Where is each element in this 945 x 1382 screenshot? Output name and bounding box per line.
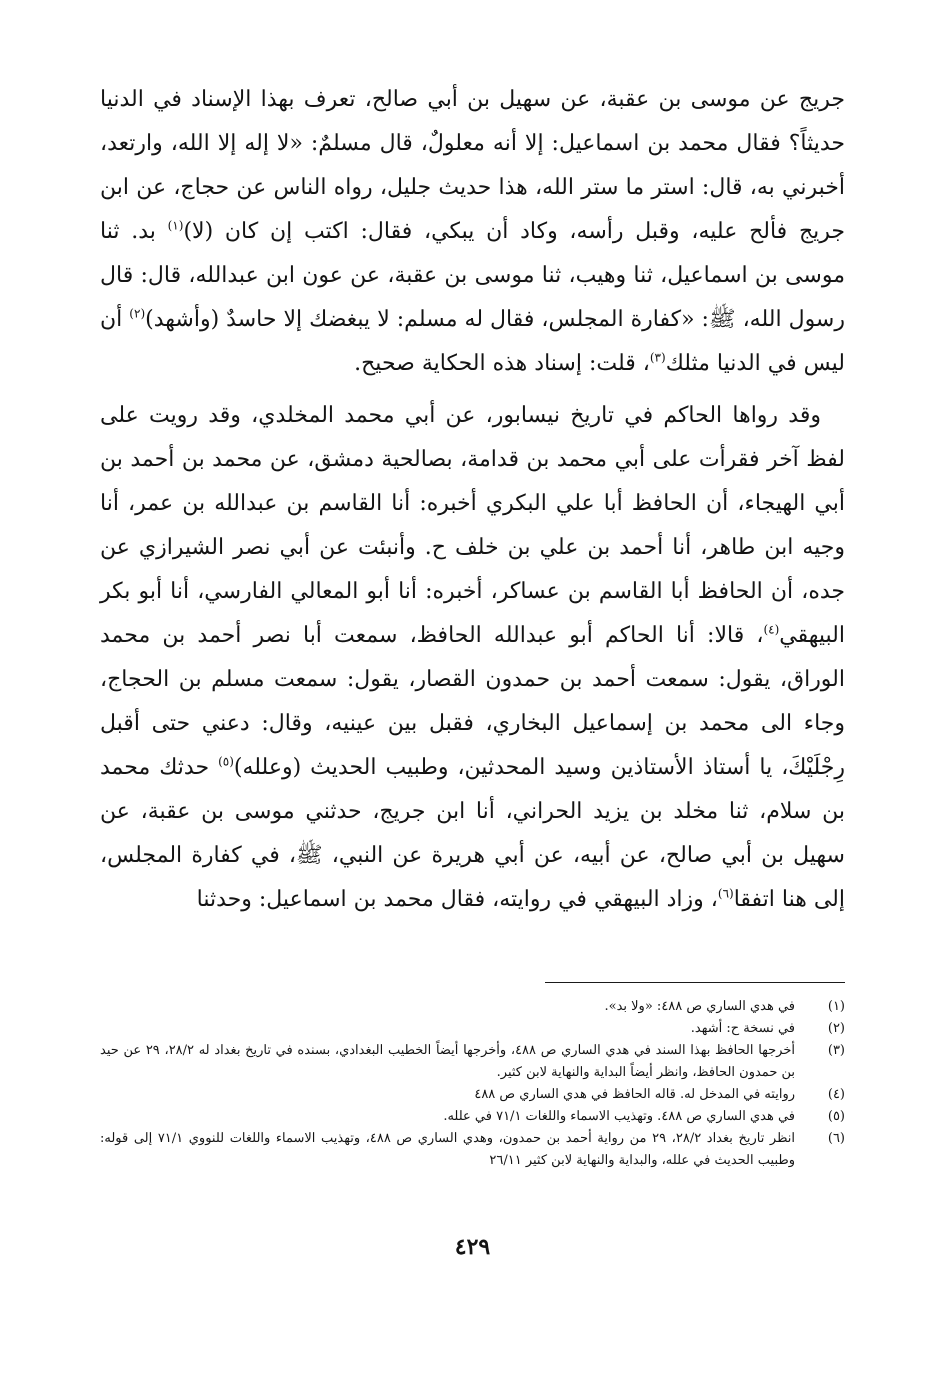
footnote-text: في نسخة ح: أشهد. [690,1021,795,1036]
footnote-1 [100,996,845,1018]
paragraph-2-part-1: وقد رواها الحاكم في تاريخ نيسابور، عن أبي محمد المخلدي، وقد رويت على لفظ آخر فقرأت على أبي محمد بن قدامة، بصالحية دمشق، عن محمد بن أحمد بن أبي الهيجاء، أن الحافظ أبا علي البكري أخبره: أنا القاسم بن عبدالله بن عمر، أنا وجيه ابن طاهر، أنا أحمد بن علي بن خلف ح. وأنبئت عن أبي نصر الشيرازي عن جده، أن الحافظ أبا القاسم بن عساكر، أخبره: أنا أبو المعالي الفارسي، أنا أبو بكر البيهقي [100,403,845,648]
footnote-text: أخرجها الحافظ بهذا السند في هدي الساري ص ٤٨٨، وأخرجها أيضاً الخطيب البغدادي، بسنده في تاريخ بغداد له ٢٨/٢، ٢٩ عن حيد بن حمدون الحافظ، وانظر أيضاً البداية والنهاية لابن كثير. [100,1043,796,1080]
footnote-number: (٦) [827,1131,845,1146]
footnote-text: روايته في المدخل له. قاله الحافظ في هدي الساري ص ٤٨٨ [474,1087,795,1102]
paragraph-2 [100,394,845,922]
paragraph-2-part-3: حدثك محمد بن سلام، ثنا مخلد بن يزيد الحراني، أنا ابن جريج، حدثني موسى بن عقبة، عن سهيل بن أبي صالح، عن أبيه، عن أبي هريرة عن النبي، ﷺ، في كفارة المجلس، إلى هنا اتفقا [100,755,845,912]
footnote-4 [100,1084,845,1106]
footnote-ref-5[interactable]: (٥) [218,754,234,769]
footnote-ref-1[interactable]: (١) [167,218,184,233]
footnote-6 [100,1128,845,1172]
page-number: ٤٢٩ [454,1234,491,1260]
footnote-5 [100,1106,845,1128]
footnote-number: (٣) [827,1043,845,1058]
paragraph-1-part-3: أن ليس في الدنيا مثلك [100,307,845,376]
paragraph-1-part-1: جريج عن موسى بن عقبة، عن سهيل بن أبي صالح، تعرف بهذا الإسناد في الدنيا حديثاً؟ فقال محمد بن اسماعيل: إلا أنه معلولٌ، قال مسلمٌ: «لا إله إلا الله، وارتعد، أخبرني به، قال: استر ما ستر الله، هذا حديث جليل، رواه الناس عن حجاج، عن ابن جريج فألح عليه، وقبل رأسه، وكاد أن يبكي، فقال: اكتب إن كان (لا) [100,87,845,244]
footnote-text: انظر تاريخ بغداد ٢٨/٢، ٢٩ من رواية أحمد بن حمدون، وهدي الساري ص ٤٨٨، وتهذيب الاسماء واللغات للنووي ٧١/١ إلى قوله: وطبيب الحديث في علله، والبداية والنهاية لابن كثير ٢٦/١١ [100,1131,796,1168]
paragraph-2-part-2: ، قالا: أنا الحاكم أبو عبدالله الحافظ، سمعت أبا نصر أحمد بن محمد الوراق، يقول: سمعت أحمد بن حمدون القصار، يقول: سمعت مسلم بن الحجاج، وجاء الى محمد بن إسماعيل البخاري، فقبل بين عينيه، وقال: دعني حتى أقبل رِجْلَيْكَ، يا أستاذ الأستاذين وسيد المحدثين، وطبيب الحديث (وعلله) [100,623,845,780]
main-text [100,78,845,922]
footnote-number: (٥) [827,1109,845,1124]
footnotes [100,996,845,1172]
footnote-number: (٢) [827,1021,845,1036]
footnote-number: (٤) [827,1087,845,1102]
footnote-ref-4[interactable]: (٤) [763,622,780,637]
paragraph-1-part-4: ، قلت: إسناد هذه الحكاية صحيح. [354,351,650,376]
footnote-ref-3[interactable]: (٣) [649,350,666,365]
paragraph-1 [100,78,845,386]
footnote-separator [545,982,845,983]
paragraph-1-part-2: بد. ثنا موسى بن اسماعيل، ثنا وهيب، ثنا موسى بن عقبة، عن عون ابن عبدالله، قال: قال رسول الله، ﷺ: «كفارة المجلس، فقال له مسلم: لا يبغضك إلا حاسدٌ (وأشهد) [100,219,845,332]
footnote-text: في هدي الساري ص ٤٨٨. وتهذيب الاسماء واللغات ٧١/١ في علله. [443,1109,795,1124]
footnote-3 [100,1040,845,1084]
footnote-ref-2[interactable]: (٢) [129,306,146,321]
footnote-2 [100,1018,845,1040]
footnote-number: (١) [827,999,845,1014]
footnote-ref-6[interactable]: (٦) [717,886,734,901]
footnote-text: في هدي الساري ص ٤٨٨: «ولا بد». [604,999,795,1014]
paragraph-2-part-4: ، وزاد البيهقي في روايته، فقال محمد بن اسماعيل: وحدثنا [196,887,718,912]
